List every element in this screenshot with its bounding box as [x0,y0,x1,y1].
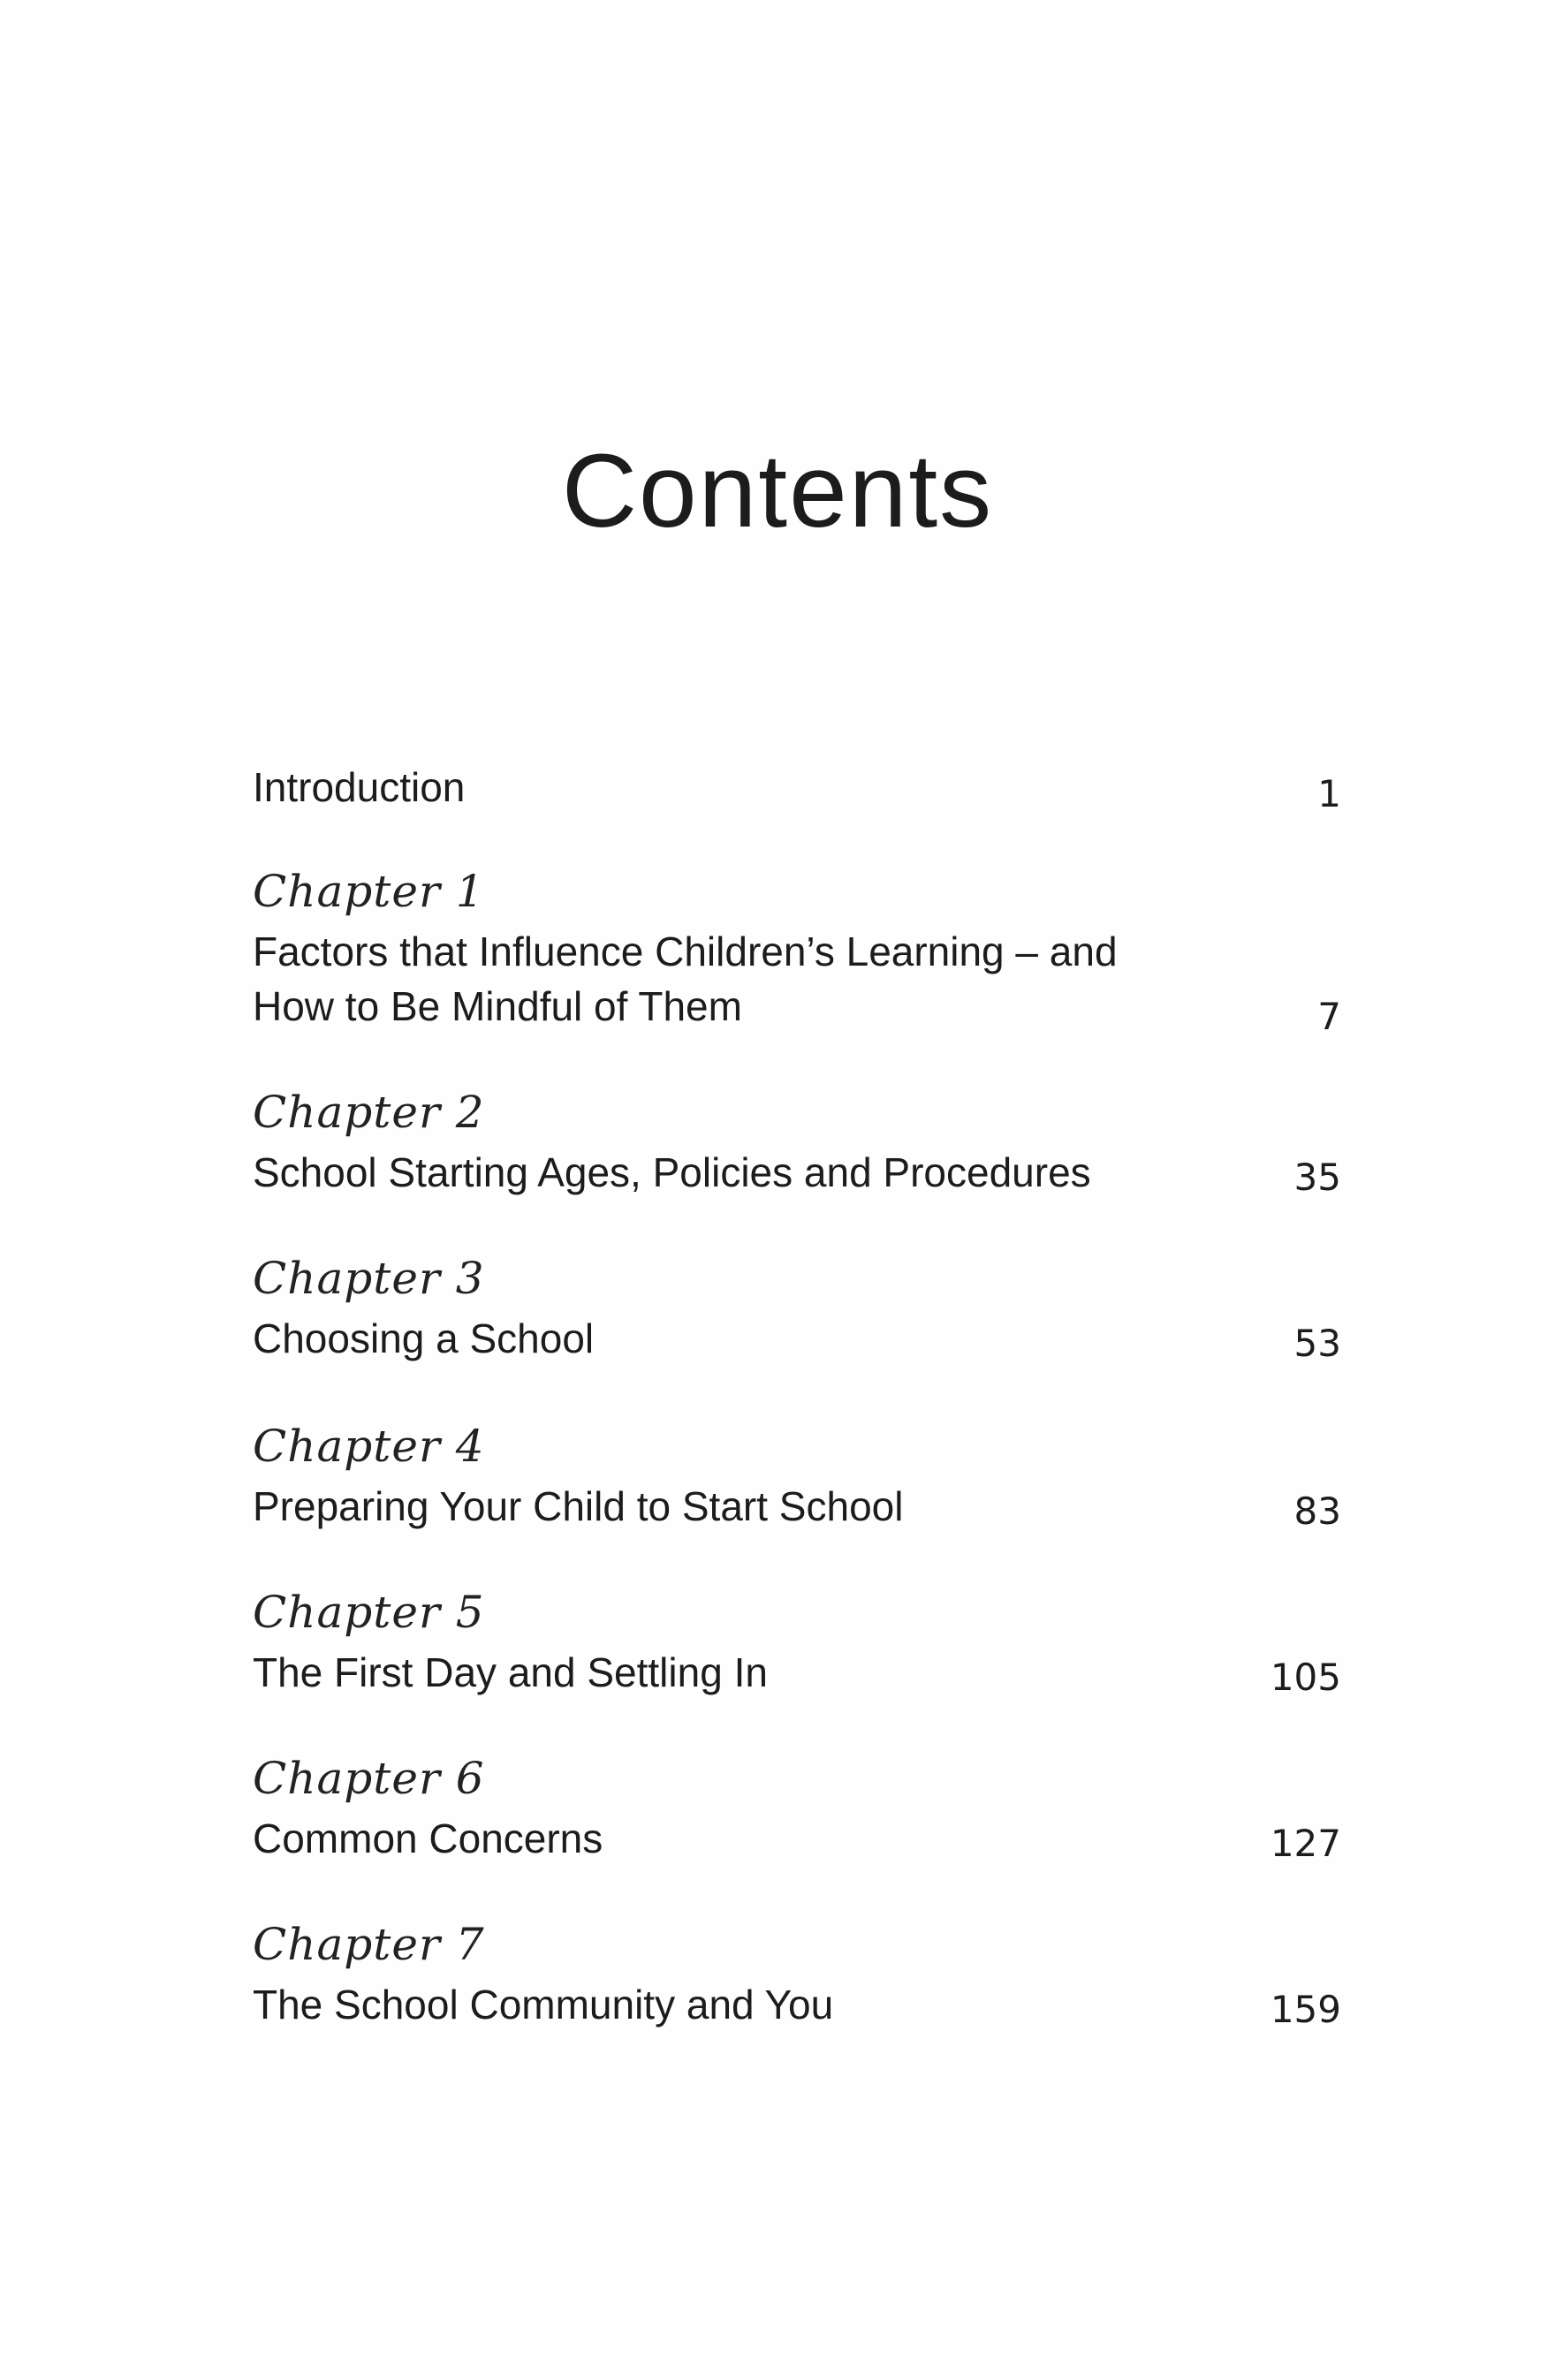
toc-entry-chapter-1[interactable] [253,866,1341,1060]
page-title: Contents [561,433,994,550]
page-number: 1 [1317,772,1341,815]
chapter-label: Chapter 6 [253,1753,485,1804]
toc-entry-chapter-6[interactable] [253,1753,1341,1894]
entry-title: Common Concerns [253,1815,603,1861]
chapter-label: Chapter 3 [253,1253,485,1304]
page-number: 53 [1293,1322,1341,1365]
entry-title: Choosing a School [253,1315,595,1361]
page-number: 7 [1317,995,1341,1038]
entry-title: The School Community and You [253,1982,834,2028]
page-number: 159 [1270,1988,1341,2031]
toc-entry-chapter-3[interactable] [253,1253,1341,1394]
chapter-label: Chapter 7 [253,1919,485,1970]
toc-entry-chapter-2[interactable] [253,1087,1341,1228]
page-number: 83 [1293,1489,1341,1533]
page-number: 105 [1270,1656,1341,1699]
entry-title: Preparing Your Child to Start School [253,1483,904,1529]
page-number: 35 [1293,1156,1341,1199]
toc-entry-chapter-5[interactable] [253,1587,1341,1728]
toc-entry-chapter-7[interactable] [253,1919,1341,2060]
chapter-label: Chapter 5 [253,1587,485,1638]
entry-title: School Starting Ages, Policies and Procedures [253,1149,1091,1195]
entry-title: Factors that Influence Children’s Learning – and How to Be Mindful of Them [253,929,1118,1029]
chapter-label: Chapter 4 [253,1421,485,1472]
chapter-label: Chapter 2 [253,1087,485,1138]
entry-title: The First Day and Settling In [253,1649,768,1695]
toc-entry-chapter-4[interactable] [253,1421,1341,1562]
toc-entry-introduction[interactable] [253,760,1341,830]
page-number: 127 [1270,1822,1341,1865]
chapter-label: Chapter 1 [253,866,485,917]
entry-title: Introduction [253,764,466,810]
